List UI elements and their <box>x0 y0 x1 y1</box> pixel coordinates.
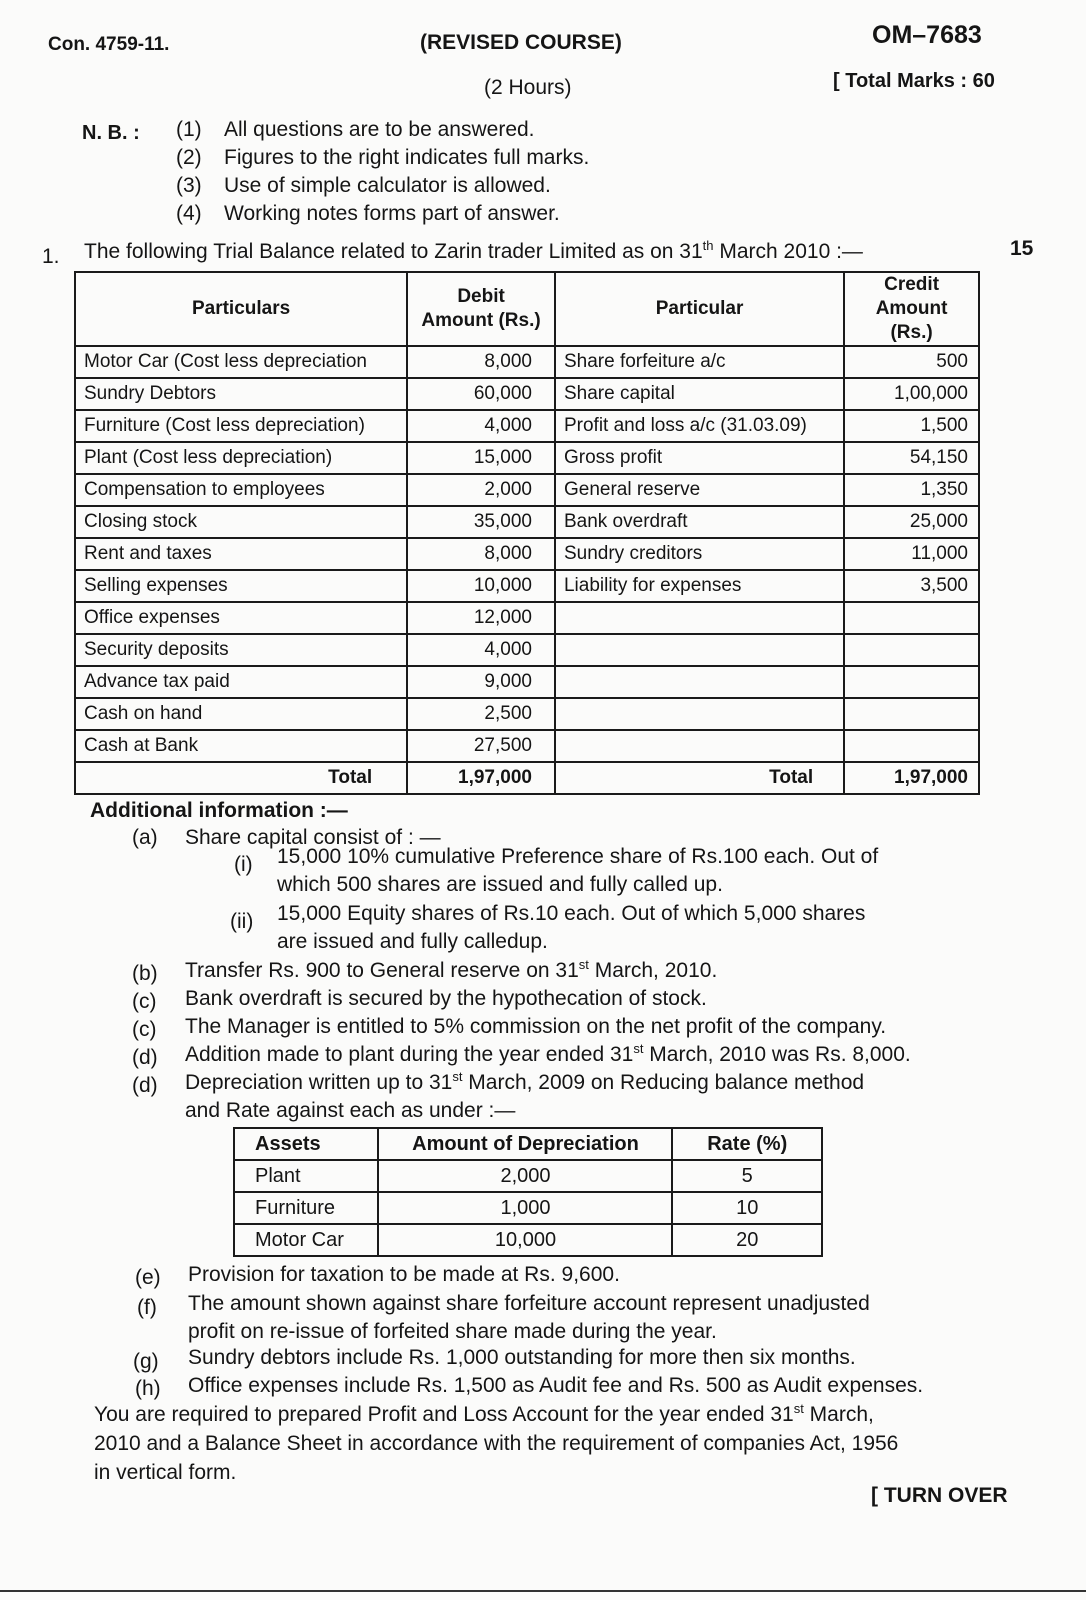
table-row <box>75 506 979 538</box>
table-row <box>75 410 979 442</box>
debit-particular: Cash at Bank <box>75 730 407 762</box>
item-text: Addition made to plant during the year ended 31st March, 2010 was Rs. 8,000. <box>185 1041 911 1066</box>
debit-particular: Closing stock <box>75 506 407 538</box>
table-header-row <box>234 1128 822 1160</box>
instruction-line: You are required to prepared Profit and Loss Account for the year ended 31st March, <box>94 1401 874 1426</box>
item-text: The Manager is entitled to 5% commission on the net profit of the company. <box>185 1015 887 1038</box>
credit-particular: Share capital <box>555 378 844 410</box>
debit-amount: 10,000 <box>407 570 555 602</box>
header-rate: Rate (%) <box>672 1128 822 1160</box>
debit-particular: Cash on hand <box>75 698 407 730</box>
instruction-line: 2010 and a Balance Sheet in accordance with the requirement of companies Act, 1956 <box>94 1432 899 1455</box>
depreciation-rate: 10 <box>672 1192 822 1224</box>
trial-balance-table <box>74 271 980 795</box>
note-number: (3) <box>176 174 202 197</box>
header-credit: Credit Amount (Rs.) <box>844 272 979 346</box>
page-bottom-rule <box>0 1590 1086 1592</box>
credit-amount <box>844 634 979 666</box>
credit-particular: Liability for expenses <box>555 570 844 602</box>
credit-amount: 3,500 <box>844 570 979 602</box>
credit-total-label: Total <box>555 762 844 794</box>
note-text: Working notes forms part of answer. <box>224 202 560 225</box>
table-row <box>234 1192 822 1224</box>
total-row <box>75 762 979 794</box>
debit-amount: 35,000 <box>407 506 555 538</box>
note-text: Figures to the right indicates full marks. <box>224 146 590 169</box>
credit-particular <box>555 698 844 730</box>
credit-amount: 1,00,000 <box>844 378 979 410</box>
total-marks: [ Total Marks : 60 <box>833 70 995 92</box>
table-row <box>75 602 979 634</box>
credit-amount <box>844 666 979 698</box>
exam-code: OM–7683 <box>872 21 982 49</box>
item-text: and Rate against each as under :— <box>185 1099 516 1122</box>
item-text: Transfer Rs. 900 to General reserve on 31st March, 2010. <box>185 957 718 982</box>
subitem-label: (i) <box>234 853 253 876</box>
note-text: All questions are to be answered. <box>224 118 535 141</box>
depreciation-rate: 20 <box>672 1224 822 1256</box>
debit-amount: 27,500 <box>407 730 555 762</box>
table-row <box>75 666 979 698</box>
debit-particular: Compensation to employees <box>75 474 407 506</box>
note-text: Use of simple calculator is allowed. <box>224 174 551 197</box>
table-row <box>75 474 979 506</box>
debit-amount: 12,000 <box>407 602 555 634</box>
item-label: (f) <box>137 1296 157 1319</box>
table-row <box>75 570 979 602</box>
credit-amount: 1,350 <box>844 474 979 506</box>
debit-amount: 8,000 <box>407 538 555 570</box>
asset-name: Furniture <box>234 1192 378 1224</box>
debit-particular: Security deposits <box>75 634 407 666</box>
header-amount: Amount of Depreciation <box>378 1128 672 1160</box>
table-row <box>234 1160 822 1192</box>
item-label: (c) <box>132 1018 157 1041</box>
debit-particular: Sundry Debtors <box>75 378 407 410</box>
item-text: Office expenses include Rs. 1,500 as Audit fee and Rs. 500 as Audit expenses. <box>188 1374 924 1397</box>
credit-particular: Share forfeiture a/c <box>555 346 844 378</box>
credit-particular <box>555 634 844 666</box>
table-row <box>75 442 979 474</box>
header-particular: Particular <box>555 272 844 346</box>
credit-amount <box>844 698 979 730</box>
item-label: (a) <box>132 826 158 849</box>
credit-total: 1,97,000 <box>844 762 979 794</box>
item-text: Depreciation written up to 31st March, 2009 on Reducing balance method <box>185 1069 865 1094</box>
subitem-text: are issued and fully calledup. <box>277 930 548 953</box>
subitem-text: 15,000 10% cumulative Preference share of Rs.100 each. Out of <box>277 845 879 868</box>
table-row <box>75 634 979 666</box>
item-label: (b) <box>132 962 158 985</box>
debit-total: 1,97,000 <box>407 762 555 794</box>
debit-amount: 4,000 <box>407 410 555 442</box>
debit-amount: 9,000 <box>407 666 555 698</box>
item-label: (h) <box>135 1377 161 1400</box>
debit-particular: Selling expenses <box>75 570 407 602</box>
table-row <box>75 730 979 762</box>
debit-amount: 15,000 <box>407 442 555 474</box>
credit-amount: 500 <box>844 346 979 378</box>
item-label: (g) <box>133 1350 159 1373</box>
depreciation-amount: 2,000 <box>378 1160 672 1192</box>
credit-particular: Sundry creditors <box>555 538 844 570</box>
instruction-line: in vertical form. <box>94 1461 237 1484</box>
debit-particular: Advance tax paid <box>75 666 407 698</box>
table-row <box>75 346 979 378</box>
credit-particular: Bank overdraft <box>555 506 844 538</box>
note-number: (1) <box>176 118 202 141</box>
credit-particular: Gross profit <box>555 442 844 474</box>
asset-name: Plant <box>234 1160 378 1192</box>
question-number: 1. <box>42 245 60 268</box>
table-row <box>75 538 979 570</box>
header-debit: Debit Amount (Rs.) <box>407 272 555 346</box>
table-header-row <box>75 272 979 346</box>
turn-over: [ TURN OVER <box>871 1484 1008 1507</box>
debit-particular: Furniture (Cost less depreciation) <box>75 410 407 442</box>
item-label: (e) <box>135 1266 161 1289</box>
duration: (2 Hours) <box>484 76 572 99</box>
item-text: Sundry debtors include Rs. 1,000 outstanding for more then six months. <box>188 1346 856 1369</box>
item-text: Bank overdraft is secured by the hypothecation of stock. <box>185 987 707 1010</box>
debit-particular: Office expenses <box>75 602 407 634</box>
debit-amount: 2,500 <box>407 698 555 730</box>
depreciation-rate: 5 <box>672 1160 822 1192</box>
depreciation-amount: 1,000 <box>378 1192 672 1224</box>
table-row <box>234 1224 822 1256</box>
debit-particular: Motor Car (Cost less depreciation <box>75 346 407 378</box>
paper-code: Con. 4759-11. <box>48 34 170 55</box>
header-assets: Assets <box>234 1128 378 1160</box>
debit-amount: 60,000 <box>407 378 555 410</box>
depreciation-table <box>233 1127 823 1257</box>
course-title: (REVISED COURSE) <box>420 31 622 54</box>
note-number: (2) <box>176 146 202 169</box>
subitem-text: which 500 shares are issued and fully called up. <box>277 873 723 896</box>
note-number: (4) <box>176 202 202 225</box>
credit-amount: 1,500 <box>844 410 979 442</box>
asset-name: Motor Car <box>234 1224 378 1256</box>
item-label: (c) <box>132 990 157 1013</box>
question-marks: 15 <box>1010 237 1034 260</box>
credit-amount <box>844 730 979 762</box>
debit-particular: Rent and taxes <box>75 538 407 570</box>
debit-particular: Plant (Cost less depreciation) <box>75 442 407 474</box>
credit-amount <box>844 602 979 634</box>
debit-amount: 8,000 <box>407 346 555 378</box>
item-label: (d) <box>132 1046 158 1069</box>
depreciation-amount: 10,000 <box>378 1224 672 1256</box>
credit-amount: 25,000 <box>844 506 979 538</box>
table-row <box>75 378 979 410</box>
credit-amount: 11,000 <box>844 538 979 570</box>
item-text: profit on re-issue of forfeited share made during the year. <box>188 1320 717 1343</box>
table-row <box>75 698 979 730</box>
nb-label: N. B. : <box>82 122 140 144</box>
header-particulars: Particulars <box>75 272 407 346</box>
item-text: Provision for taxation to be made at Rs. 9,600. <box>188 1263 620 1286</box>
credit-particular <box>555 666 844 698</box>
item-label: (d) <box>132 1074 158 1097</box>
credit-particular: Profit and loss a/c (31.03.09) <box>555 410 844 442</box>
subitem-text: 15,000 Equity shares of Rs.10 each. Out of which 5,000 shares <box>277 902 866 925</box>
debit-amount: 4,000 <box>407 634 555 666</box>
question-text: The following Trial Balance related to Zarin trader Limited as on 31th March 2010 :— <box>84 238 863 263</box>
credit-particular <box>555 730 844 762</box>
credit-particular: General reserve <box>555 474 844 506</box>
credit-particular <box>555 602 844 634</box>
subitem-label: (ii) <box>230 910 254 933</box>
debit-total-label: Total <box>75 762 407 794</box>
credit-amount: 54,150 <box>844 442 979 474</box>
additional-info-heading: Additional information :— <box>90 799 348 822</box>
debit-amount: 2,000 <box>407 474 555 506</box>
item-text: Share capital consist of : — <box>185 826 441 849</box>
item-text: The amount shown against share forfeiture account represent unadjusted <box>188 1292 870 1315</box>
